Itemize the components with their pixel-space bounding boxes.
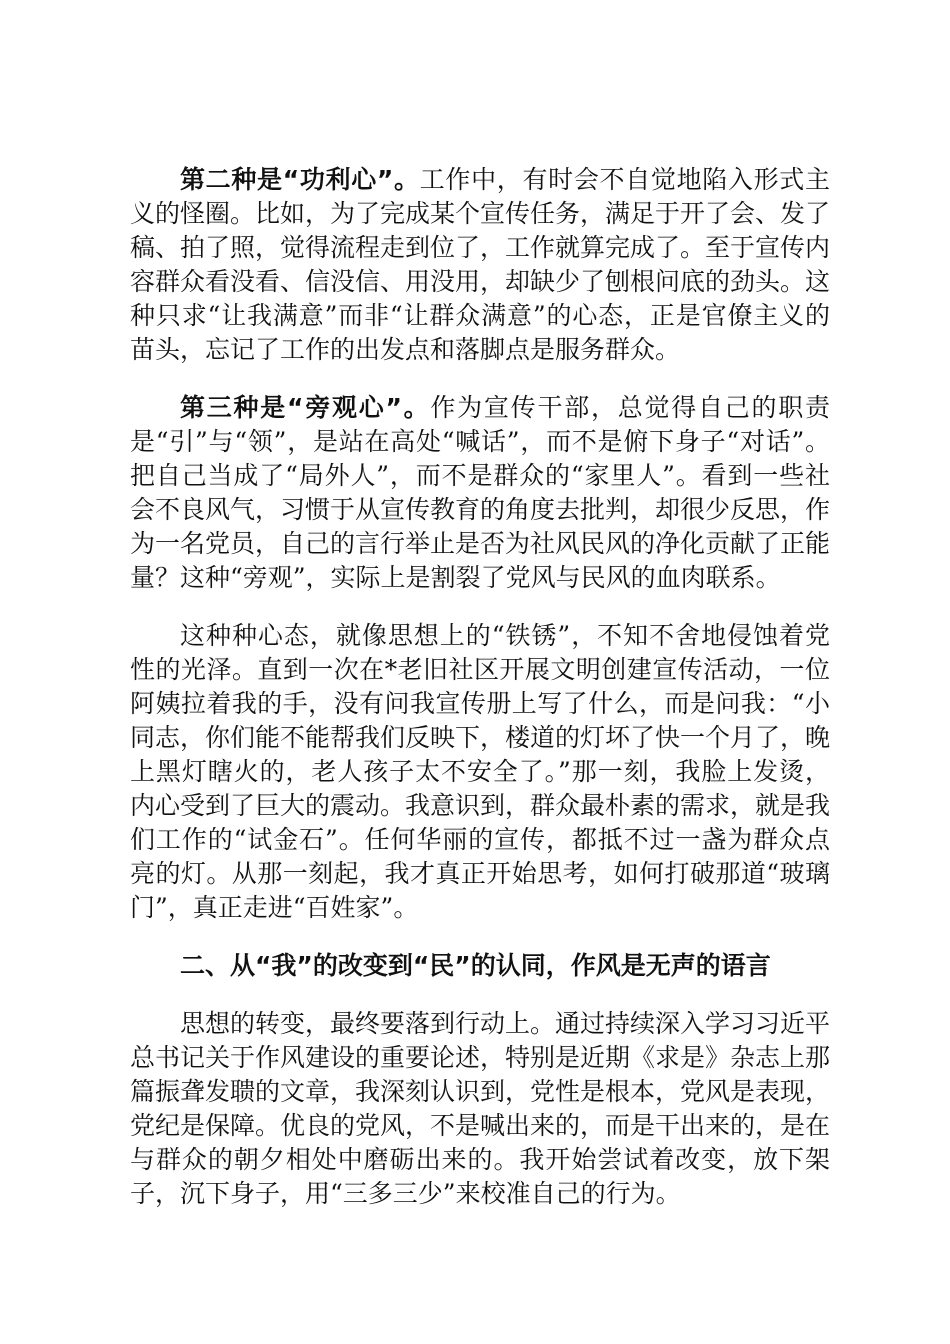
section-heading: 二、从“我”的改变到“民”的认同，作风是无声的语言 bbox=[180, 951, 771, 980]
paragraph-body: 这种种心态，就像思想上的“铁锈”，不知不舍地侵蚀着党性的光泽。直到一次在*老旧社区开展文明创建宣传活动，一位阿姨拉着我的手，没有问我宣传册上写了什么，而是问我：“小同志，你们能不能帮我们反映下，楼道的灯坏了快一个月了，晚上黑灯瞎火的，老人孩子太不安全了。”那一刻，我脸上发烫，内心受到了巨大的震动。我意识到，群众最朴素的需求，就是我们工作的“试金石”。任何华丽的宣传，都抵不过一盏为群众点亮的灯。从那一刻起，我才真正开始思考，如何打破那道“玻璃门”，真正走进“百姓家”。 bbox=[130, 621, 831, 922]
paragraph-reflection bbox=[130, 619, 830, 925]
paragraph-bystander-mindset bbox=[130, 391, 830, 595]
paragraph-lead: 第三种是“旁观心”。 bbox=[180, 393, 431, 422]
paragraph-lead: 第二种是“功利心”。 bbox=[180, 165, 420, 194]
paragraph-body: 思想的转变，最终要落到行动上。通过持续深入学习习近平总书记关于作风建设的重要论述，特别是近期《求是》杂志上那篇振聋发聩的文章，我深刻认识到，党性是根本，党风是表现，党纪是保障。优良的党风，不是喊出来的，而是干出来的，是在与群众的朝夕相处中磨砺出来的。我开始尝试着改变，放下架子，沉下身子，用“三多三少”来校准自己的行为。 bbox=[130, 1009, 831, 1208]
paragraph-body: 作为宣传干部，总觉得自己的职责是“引”与“领”，是站在高处“喊话”，而不是俯下身子“对话”。把自己当成了“局外人”，而不是群众的“家里人”。看到一些社会不良风气，习惯于从宣传教育的角度去批判，却很少反思，作为一名党员，自己的言行举止是否为社风民风的净化贡献了正能量？这种“旁观”，实际上是割裂了党风与民风的血肉联系。 bbox=[130, 393, 831, 592]
paragraph-utilitarian-mindset bbox=[130, 163, 830, 367]
paragraph-body: 工作中，有时会不自觉地陷入形式主义的怪圈。比如，为了完成某个宣传任务，满足于开了会、发了稿、拍了照，觉得流程走到位了，工作就算完成了。至于宣传内容群众看没看、信没信、用没用，却缺少了刨根问底的劲头。这种只求“让我满意”而非“让群众满意”的心态，正是官僚主义的苗头，忘记了工作的出发点和落脚点是服务群众。 bbox=[130, 165, 831, 364]
paragraph-closing bbox=[130, 1007, 830, 1211]
document-page bbox=[130, 163, 830, 1211]
